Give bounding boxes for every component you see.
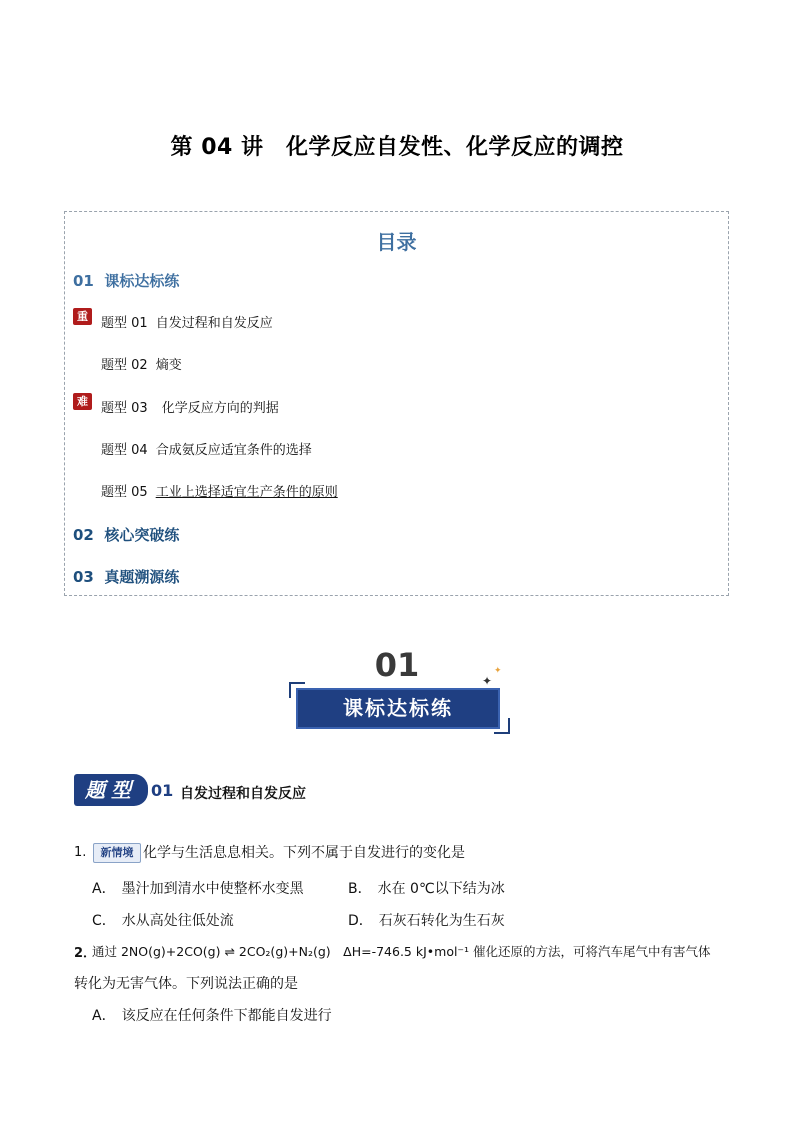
option-text: 石灰石转化为生石灰 <box>378 913 505 929</box>
sparkle-icon: ✦ <box>482 674 493 688</box>
hard-tag-icon: 难 <box>73 393 92 410</box>
toc-item-name: 熵变 <box>155 358 182 373</box>
option-text: 墨汁加到清水中使整杯水变黑 <box>121 881 304 897</box>
toc-heading: 目录 <box>376 230 417 254</box>
toc-item-04[interactable] <box>101 439 312 458</box>
question-1-stem: 化学与生活息息相关。下列不属于自发进行的变化是 <box>143 845 465 861</box>
option-letter: C． <box>92 913 116 929</box>
question-2-number: 2． <box>74 946 97 961</box>
page-title: 第 04 讲 化学反应自发性、化学反应的调控 <box>170 135 624 160</box>
toc-section-label: 核心突破练 <box>104 526 180 544</box>
option-letter: A． <box>92 1008 116 1024</box>
toc-item-type: 题型 04 <box>101 443 148 458</box>
question-2-option-a[interactable] <box>92 1005 332 1025</box>
option-letter: A． <box>92 881 116 897</box>
question-2-stem-line2: 转化为无害气体。下列说法正确的是 <box>74 976 298 992</box>
toc-item-05[interactable] <box>101 481 338 500</box>
toc-item-03[interactable] <box>101 397 279 416</box>
toc-section-num: 01 <box>73 272 94 290</box>
toc-item-name: 工业上选择适宜生产条件的原则 <box>155 485 338 500</box>
toc-section-num: 03 <box>73 568 94 586</box>
toc-item-type: 题型 05 <box>101 485 148 500</box>
question-1-option-b[interactable] <box>348 878 505 898</box>
question-type-tag: 题型 <box>74 774 148 806</box>
toc-item-01[interactable] <box>101 312 273 331</box>
toc-item-02[interactable] <box>101 354 182 373</box>
toc-item-type: 题型 01 <box>101 316 148 331</box>
question-1-option-c[interactable] <box>92 910 234 930</box>
key-tag-icon: 重 <box>73 308 92 325</box>
question-1-option-d[interactable] <box>348 910 505 930</box>
toc-item-type: 题型 03 <box>101 401 148 416</box>
toc-section-num: 02 <box>73 526 94 544</box>
toc-item-type: 题型 02 <box>101 358 148 373</box>
table-of-contents <box>64 211 729 596</box>
toc-section-01[interactable] <box>73 270 179 291</box>
question-1-option-a[interactable] <box>92 878 304 898</box>
toc-section-03[interactable] <box>73 566 179 587</box>
option-letter: D． <box>348 913 373 929</box>
toc-section-label: 真题溯源练 <box>104 568 180 586</box>
toc-item-name: 合成氨反应适宜条件的选择 <box>155 443 312 458</box>
toc-section-02[interactable] <box>73 524 179 545</box>
option-letter: B． <box>348 881 372 897</box>
section-number: 01 <box>374 646 420 684</box>
toc-item-name: 自发过程和自发反应 <box>155 316 273 331</box>
option-text: 水从高处往低处流 <box>121 913 234 929</box>
section-banner: 课标达标练 <box>296 688 500 729</box>
question-2-stem-line1: 通过 2NO(g)+2CO(g) ⇌ 2CO₂(g)+N₂(g) ΔH=-746.5 kJ•mol⁻¹ 催化还原的方法，可将汽车尾气中有害气体 <box>92 944 711 959</box>
toc-section-label: 课标达标练 <box>104 272 180 290</box>
option-text: 该反应在任何条件下都能自发进行 <box>121 1008 332 1024</box>
option-text: 水在 0℃以下结为冰 <box>377 881 505 897</box>
question-type-number: 01 <box>151 781 174 800</box>
question-type-name: 自发过程和自发反应 <box>180 786 306 802</box>
small-sparkle-icon: ✦ <box>494 666 502 676</box>
toc-item-name: 化学反应方向的判据 <box>161 401 279 416</box>
question-1-number: 1. <box>74 845 87 860</box>
new-context-badge: 新情境 <box>93 843 141 863</box>
